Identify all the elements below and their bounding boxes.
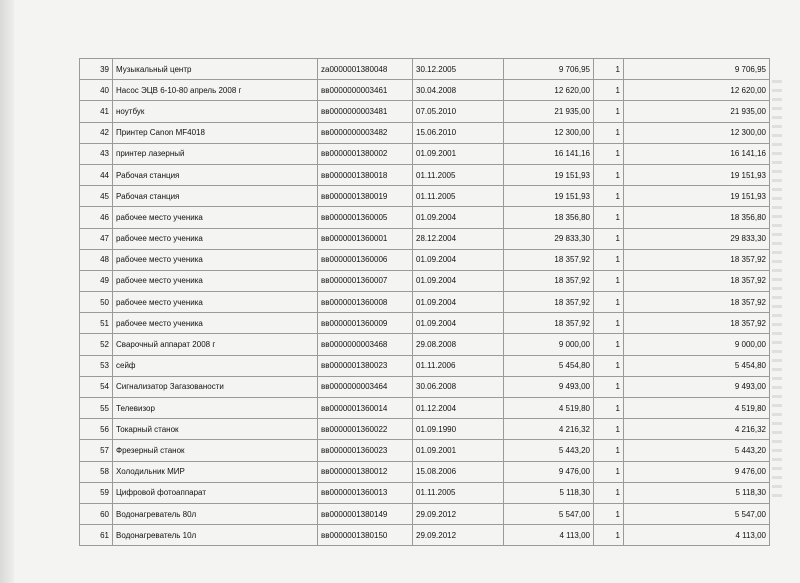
quantity: 1 <box>594 122 624 143</box>
total-amount: 18 357,92 <box>624 249 770 270</box>
unit-price: 9 000,00 <box>504 334 594 355</box>
quantity: 1 <box>594 503 624 524</box>
unit-price: 9 493,00 <box>504 376 594 397</box>
item-name: рабочее место ученика <box>113 249 318 270</box>
table-row <box>80 398 770 419</box>
acquisition-date: 30.06.2008 <box>413 376 504 397</box>
unit-price: 19 151,93 <box>504 164 594 185</box>
table-row <box>80 313 770 334</box>
unit-price: 12 300,00 <box>504 122 594 143</box>
row-number: 57 <box>80 440 113 461</box>
row-number: 53 <box>80 355 113 376</box>
inventory-table <box>79 58 770 546</box>
item-name: принтер лазерный <box>113 143 318 164</box>
row-number: 52 <box>80 334 113 355</box>
acquisition-date: 01.09.2001 <box>413 440 504 461</box>
inventory-code: вв0000001360022 <box>318 419 413 440</box>
inventory-code: вв0000000003468 <box>318 334 413 355</box>
total-amount: 9 493,00 <box>624 376 770 397</box>
quantity: 1 <box>594 482 624 503</box>
unit-price: 9 476,00 <box>504 461 594 482</box>
quantity: 1 <box>594 164 624 185</box>
unit-price: 18 356,80 <box>504 207 594 228</box>
quantity: 1 <box>594 313 624 334</box>
acquisition-date: 01.09.2004 <box>413 207 504 228</box>
quantity: 1 <box>594 398 624 419</box>
quantity: 1 <box>594 419 624 440</box>
table-row <box>80 249 770 270</box>
total-amount: 5 118,30 <box>624 482 770 503</box>
total-amount: 21 935,00 <box>624 101 770 122</box>
total-amount: 29 833,30 <box>624 228 770 249</box>
table-row <box>80 525 770 546</box>
inventory-code: вв0000001380150 <box>318 525 413 546</box>
quantity: 1 <box>594 143 624 164</box>
acquisition-date: 01.09.2004 <box>413 292 504 313</box>
item-name: ноутбук <box>113 101 318 122</box>
acquisition-date: 30.04.2008 <box>413 80 504 101</box>
acquisition-date: 01.11.2006 <box>413 355 504 376</box>
item-name: рабочее место ученика <box>113 270 318 291</box>
total-amount: 16 141,16 <box>624 143 770 164</box>
quantity: 1 <box>594 59 624 80</box>
row-number: 56 <box>80 419 113 440</box>
inventory-code: вв0000001380002 <box>318 143 413 164</box>
inventory-code: вв0000001360007 <box>318 270 413 291</box>
total-amount: 12 620,00 <box>624 80 770 101</box>
unit-price: 19 151,93 <box>504 186 594 207</box>
item-name: Токарный станок <box>113 419 318 440</box>
quantity: 1 <box>594 334 624 355</box>
acquisition-date: 01.09.2004 <box>413 270 504 291</box>
inventory-code: вв0000001380023 <box>318 355 413 376</box>
item-name: рабочее место ученика <box>113 207 318 228</box>
table-row <box>80 461 770 482</box>
inventory-code: вв0000001360023 <box>318 440 413 461</box>
unit-price: 18 357,92 <box>504 270 594 291</box>
acquisition-date: 15.06.2010 <box>413 122 504 143</box>
table-row <box>80 207 770 228</box>
acquisition-date: 07.05.2010 <box>413 101 504 122</box>
unit-price: 9 706,95 <box>504 59 594 80</box>
inventory-code: вв0000001380149 <box>318 503 413 524</box>
quantity: 1 <box>594 440 624 461</box>
table-row <box>80 101 770 122</box>
inventory-code: вв0000000003464 <box>318 376 413 397</box>
quantity: 1 <box>594 525 624 546</box>
inventory-code: вв0000001360006 <box>318 249 413 270</box>
unit-price: 16 141,16 <box>504 143 594 164</box>
quantity: 1 <box>594 461 624 482</box>
row-number: 39 <box>80 59 113 80</box>
table-row <box>80 376 770 397</box>
total-amount: 9 476,00 <box>624 461 770 482</box>
acquisition-date: 01.11.2005 <box>413 164 504 185</box>
acquisition-date: 30.12.2005 <box>413 59 504 80</box>
item-name: Водонагреватель 10л <box>113 525 318 546</box>
total-amount: 18 357,92 <box>624 270 770 291</box>
unit-price: 4 519,80 <box>504 398 594 419</box>
row-number: 51 <box>80 313 113 334</box>
inventory-code: вв0000001360013 <box>318 482 413 503</box>
row-number: 50 <box>80 292 113 313</box>
item-name: рабочее место ученика <box>113 292 318 313</box>
total-amount: 5 454,80 <box>624 355 770 376</box>
total-amount: 4 519,80 <box>624 398 770 419</box>
total-amount: 18 357,92 <box>624 313 770 334</box>
unit-price: 21 935,00 <box>504 101 594 122</box>
total-amount: 18 357,92 <box>624 292 770 313</box>
row-number: 47 <box>80 228 113 249</box>
item-name: Рабочая станция <box>113 186 318 207</box>
inventory-code: вв0000001380012 <box>318 461 413 482</box>
row-number: 45 <box>80 186 113 207</box>
total-amount: 4 216,32 <box>624 419 770 440</box>
item-name: Цифровой фотоаппарат <box>113 482 318 503</box>
unit-price: 5 454,80 <box>504 355 594 376</box>
acquisition-date: 28.12.2004 <box>413 228 504 249</box>
total-amount: 4 113,00 <box>624 525 770 546</box>
row-number: 44 <box>80 164 113 185</box>
row-number: 40 <box>80 80 113 101</box>
acquisition-date: 01.12.2004 <box>413 398 504 419</box>
quantity: 1 <box>594 376 624 397</box>
row-number: 61 <box>80 525 113 546</box>
row-number: 54 <box>80 376 113 397</box>
acquisition-date: 29.08.2008 <box>413 334 504 355</box>
row-number: 41 <box>80 101 113 122</box>
total-amount: 9 706,95 <box>624 59 770 80</box>
quantity: 1 <box>594 186 624 207</box>
item-name: сейф <box>113 355 318 376</box>
table-row <box>80 143 770 164</box>
acquisition-date: 01.09.1990 <box>413 419 504 440</box>
acquisition-date: 01.09.2001 <box>413 143 504 164</box>
acquisition-date: 01.09.2004 <box>413 249 504 270</box>
row-number: 59 <box>80 482 113 503</box>
acquisition-date: 29.09.2012 <box>413 503 504 524</box>
unit-price: 4 216,32 <box>504 419 594 440</box>
table-row <box>80 503 770 524</box>
quantity: 1 <box>594 249 624 270</box>
inventory-code: вв0000000003461 <box>318 80 413 101</box>
table-row <box>80 440 770 461</box>
inventory-code: вв0000001360009 <box>318 313 413 334</box>
item-name: Рабочая станция <box>113 164 318 185</box>
total-amount: 19 151,93 <box>624 164 770 185</box>
item-name: Сигнализатор Загазованости <box>113 376 318 397</box>
inventory-code: вв0000001360001 <box>318 228 413 249</box>
row-number: 43 <box>80 143 113 164</box>
row-number: 58 <box>80 461 113 482</box>
unit-price: 4 113,00 <box>504 525 594 546</box>
total-amount: 5 547,00 <box>624 503 770 524</box>
unit-price: 18 357,92 <box>504 249 594 270</box>
quantity: 1 <box>594 101 624 122</box>
acquisition-date: 15.08.2006 <box>413 461 504 482</box>
total-amount: 12 300,00 <box>624 122 770 143</box>
row-number: 48 <box>80 249 113 270</box>
table-row <box>80 164 770 185</box>
item-name: рабочее место ученика <box>113 228 318 249</box>
item-name: Сварочный аппарат 2008 г <box>113 334 318 355</box>
quantity: 1 <box>594 80 624 101</box>
table-row <box>80 186 770 207</box>
total-amount: 5 443,20 <box>624 440 770 461</box>
unit-price: 18 357,92 <box>504 313 594 334</box>
inventory-code: za0000001380048 <box>318 59 413 80</box>
unit-price: 5 118,30 <box>504 482 594 503</box>
inventory-code: вв0000000003481 <box>318 101 413 122</box>
unit-price: 29 833,30 <box>504 228 594 249</box>
item-name: рабочее место ученика <box>113 313 318 334</box>
quantity: 1 <box>594 207 624 228</box>
unit-price: 5 547,00 <box>504 503 594 524</box>
unit-price: 18 357,92 <box>504 292 594 313</box>
acquisition-date: 01.11.2005 <box>413 482 504 503</box>
quantity: 1 <box>594 228 624 249</box>
quantity: 1 <box>594 270 624 291</box>
page-edge-shadow <box>0 0 14 583</box>
inventory-code: вв0000001380018 <box>318 164 413 185</box>
acquisition-date: 01.11.2005 <box>413 186 504 207</box>
inventory-code: вв0000001360005 <box>318 207 413 228</box>
item-name: Музыкальный центр <box>113 59 318 80</box>
total-amount: 19 151,93 <box>624 186 770 207</box>
table-row <box>80 419 770 440</box>
inventory-code: вв0000000003482 <box>318 122 413 143</box>
item-name: Водонагреватель 80л <box>113 503 318 524</box>
quantity: 1 <box>594 355 624 376</box>
item-name: Фрезерный станок <box>113 440 318 461</box>
row-number: 42 <box>80 122 113 143</box>
bleed-through-text <box>772 80 782 500</box>
inventory-code: вв0000001360008 <box>318 292 413 313</box>
row-number: 49 <box>80 270 113 291</box>
table-row <box>80 122 770 143</box>
table-row <box>80 292 770 313</box>
unit-price: 5 443,20 <box>504 440 594 461</box>
table-row <box>80 228 770 249</box>
unit-price: 12 620,00 <box>504 80 594 101</box>
acquisition-date: 01.09.2004 <box>413 313 504 334</box>
inventory-code: вв0000001380019 <box>318 186 413 207</box>
table-row <box>80 80 770 101</box>
table-row <box>80 270 770 291</box>
item-name: Принтер Canon MF4018 <box>113 122 318 143</box>
total-amount: 18 356,80 <box>624 207 770 228</box>
inventory-code: вв0000001360014 <box>318 398 413 419</box>
total-amount: 9 000,00 <box>624 334 770 355</box>
table-row <box>80 355 770 376</box>
item-name: Холодильник МИР <box>113 461 318 482</box>
table-row <box>80 334 770 355</box>
row-number: 55 <box>80 398 113 419</box>
acquisition-date: 29.09.2012 <box>413 525 504 546</box>
table-row <box>80 482 770 503</box>
row-number: 60 <box>80 503 113 524</box>
item-name: Телевизор <box>113 398 318 419</box>
item-name: Насос ЭЦВ 6-10-80 апрель 2008 г <box>113 80 318 101</box>
quantity: 1 <box>594 292 624 313</box>
table-row <box>80 59 770 80</box>
row-number: 46 <box>80 207 113 228</box>
